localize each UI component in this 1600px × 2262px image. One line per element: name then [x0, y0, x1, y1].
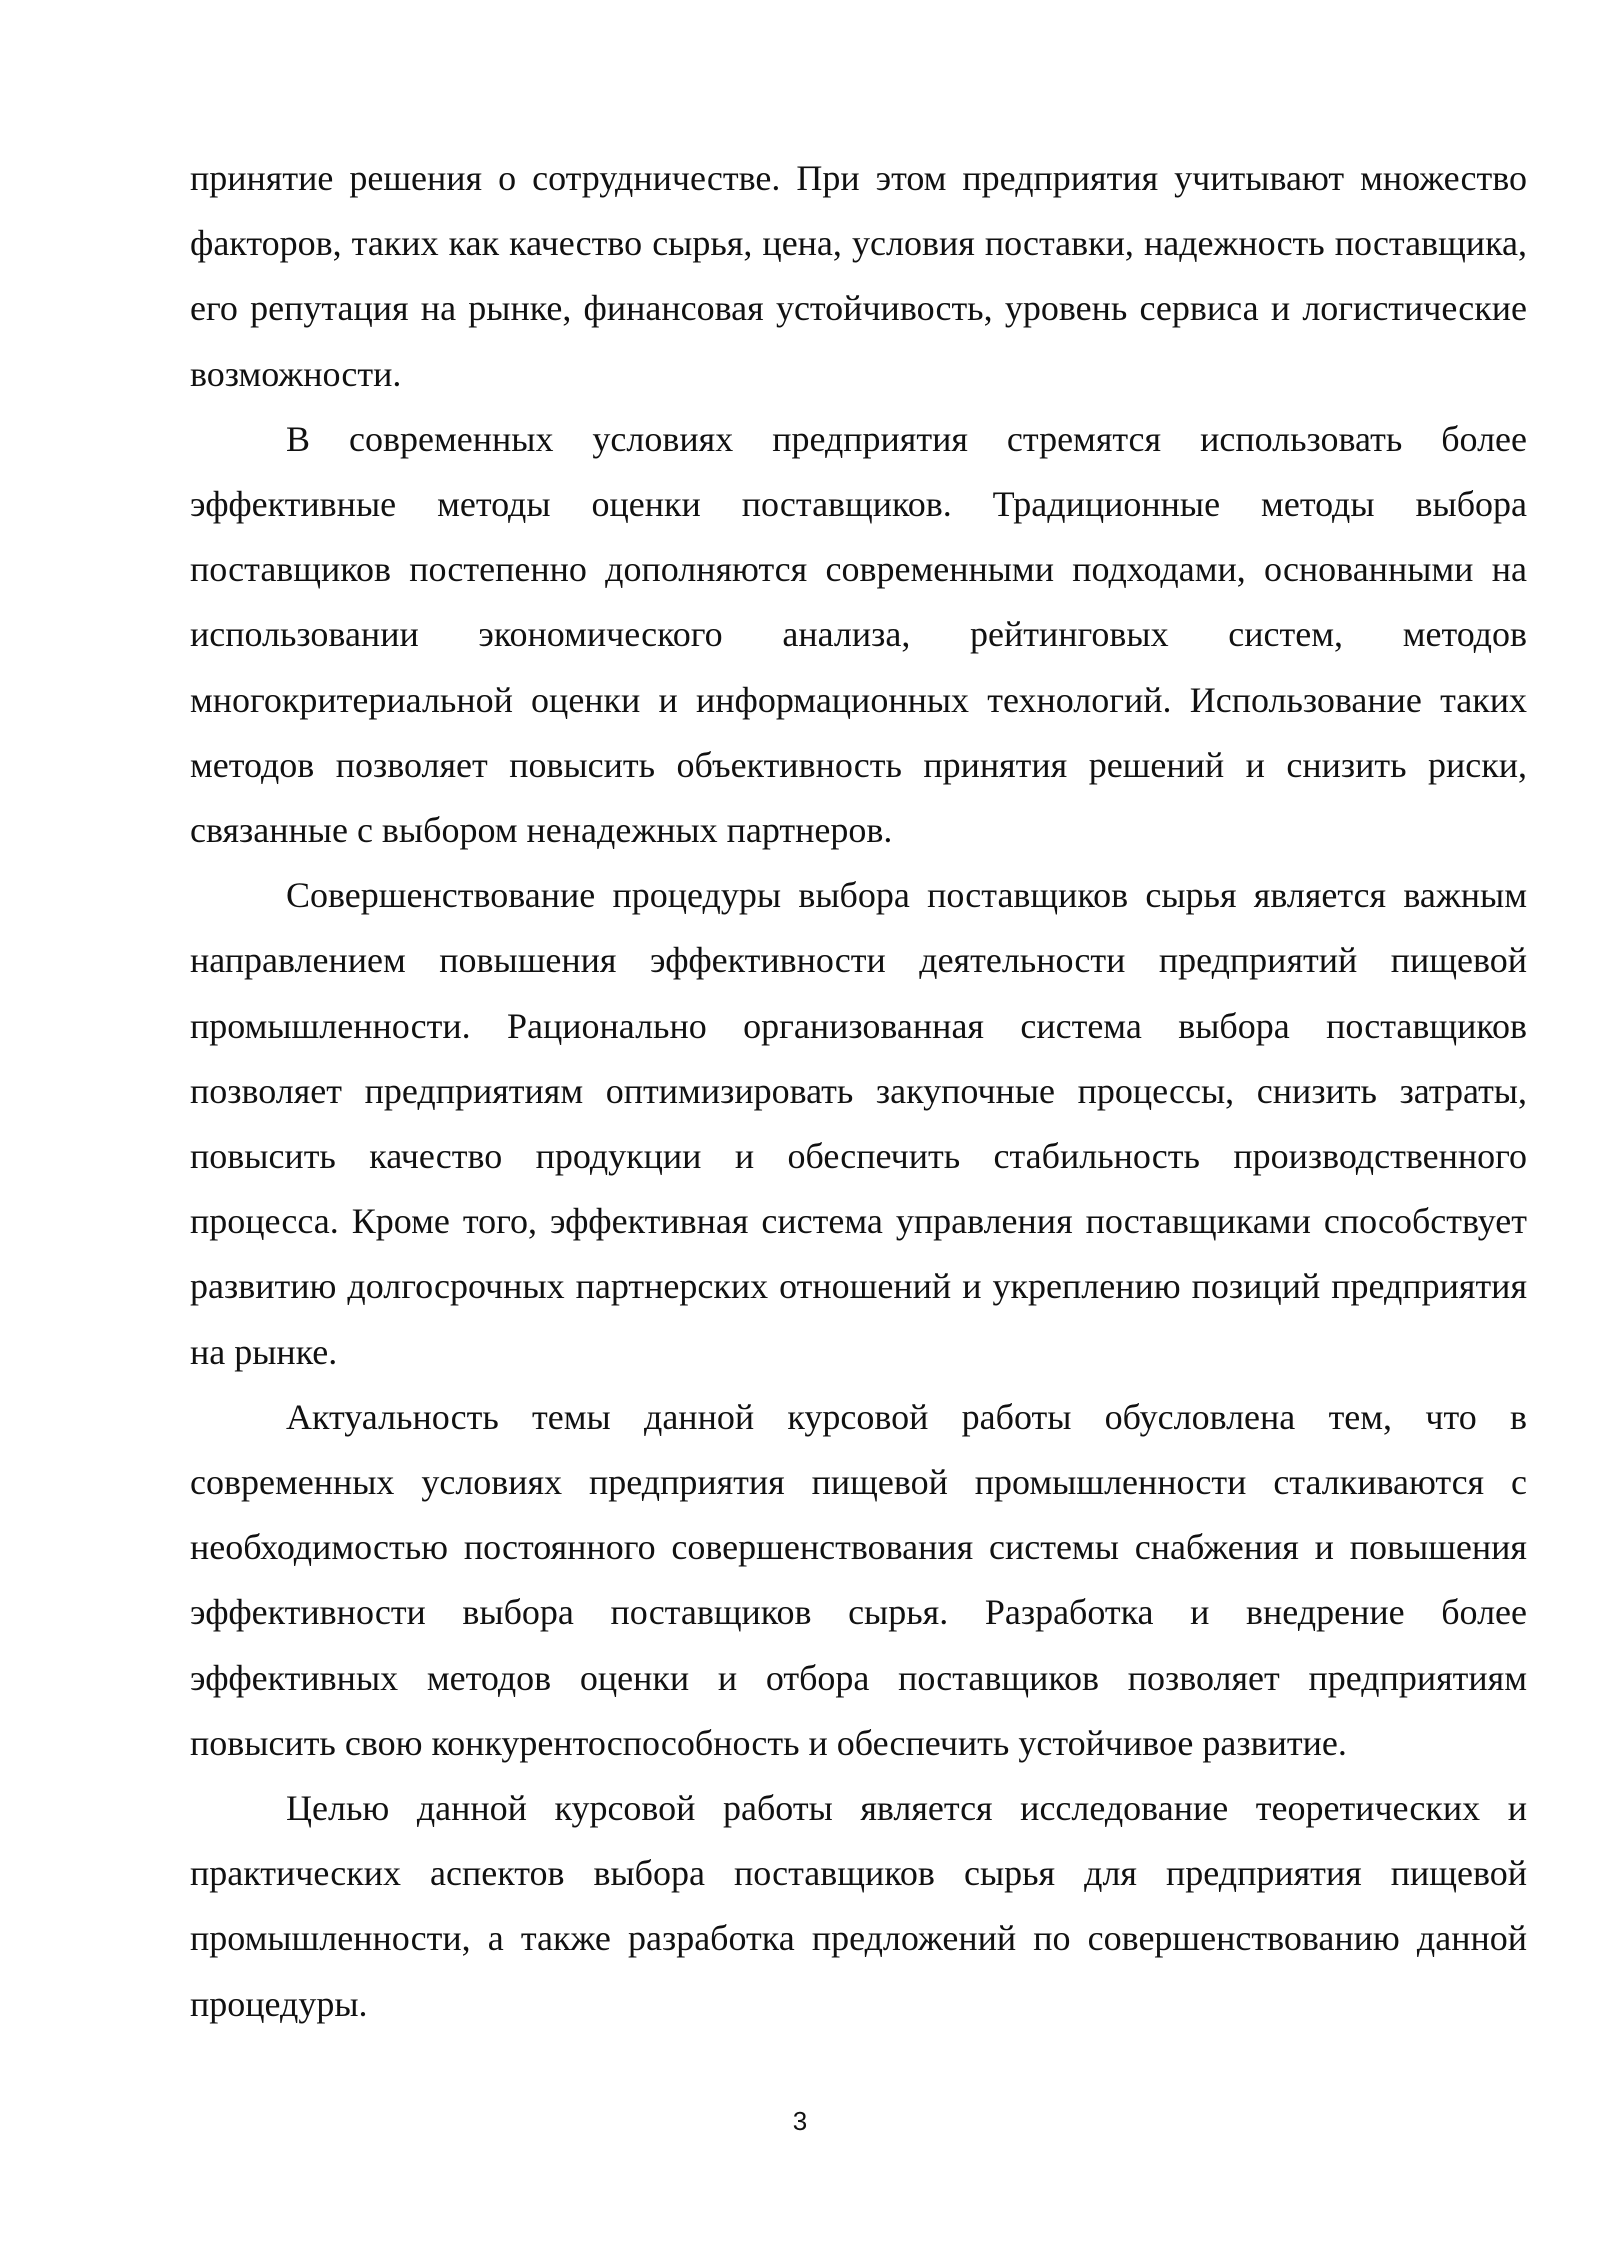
body-text: [190, 146, 1527, 2037]
page-number: 3: [792, 2106, 808, 2136]
paragraph-2: В современных условиях предприятия стремятся использовать более эффективные методы оценки поставщиков. Традиционные методы выбора поставщиков постепенно дополняются современными подходами, основанными на использовании экономического анализа, рейтинговых систем, методов многокритериальной оценки и информационных технологий. Использование таких методов позволяет повысить объективность принятия решений и снизить риски, связанные с выбором ненадежных партнеров.: [190, 418, 1527, 851]
paragraph-3: Совершенствование процедуры выбора поставщиков сырья является важным направлением повышения эффективности деятельности предприятий пищевой промышленности. Рационально организованная система выбора поставщиков позволяет предприятиям оптимизировать закупочные процессы, снизить затраты, повысить качество продукции и обеспечить стабильность производственного процесса. Кроме того, эффективная система управления поставщиками способствует развитию долгосрочных партнерских отношений и укреплению позиций предприятия на рынке.: [190, 875, 1527, 1372]
paragraph-1: принятие решения о сотрудничестве. При этом предприятия учитывают множество факторов, таких как качество сырья, цена, условия поставки, надежность поставщика, его репутация на рынке, финансовая устойчивость, уровень сервиса и логистические возможности.: [190, 158, 1527, 394]
paragraph-4: Актуальность темы данной курсовой работы обусловлена тем, что в современных условиях предприятия пищевой промышленности сталкиваются с необходимостью постоянного совершенствования системы снабжения и повышения эффективности выбора поставщиков сырья. Разработка и внедрение более эффективных методов оценки и отбора поставщиков позволяет предприятиям повысить свою конкурентоспособность и обеспечить устойчивое развитие.: [190, 1396, 1527, 1763]
paragraph-5: Целью данной курсовой работы является исследование теоретических и практических аспектов выбора поставщиков сырья для предприятия пищевой промышленности, а также разработка предложений по совершенствованию данной процедуры.: [190, 1788, 1527, 2024]
